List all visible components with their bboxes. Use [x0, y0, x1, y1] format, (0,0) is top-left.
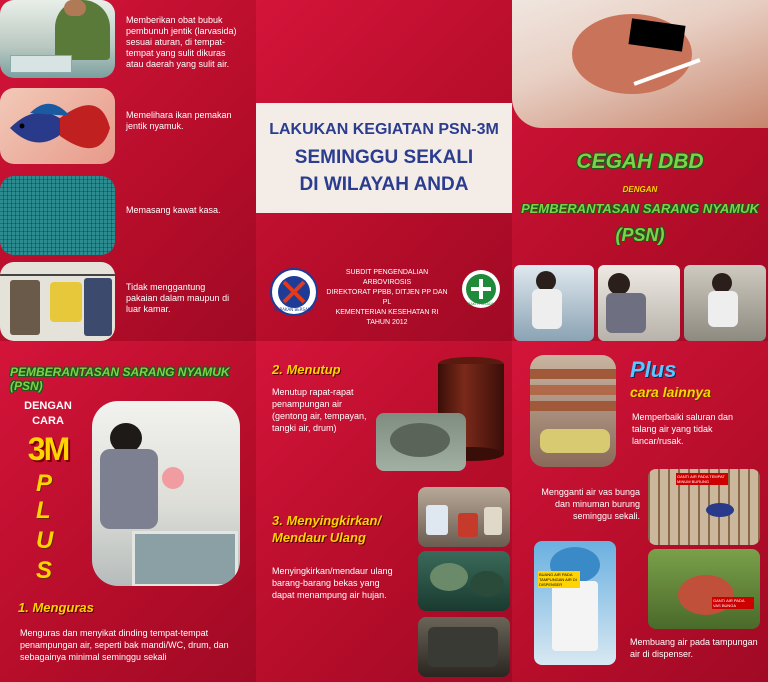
- br-item-3-text: Membuang air pada tampungan air di dispenser.: [630, 637, 758, 659]
- panel-bottom-right: [512, 341, 768, 682]
- panel-bottom-left: [0, 341, 256, 682]
- photo-dispenser: [534, 541, 616, 665]
- br-item-1-text: Memperbaiki saluran dan talang air yang tidak lancar/rusak.: [632, 412, 734, 446]
- plus-letter-l: L: [36, 497, 51, 524]
- step2-text: Menutup rapat-rapat penampungan air (gentong air, tempayan, tangki air, drum): [272, 387, 367, 433]
- photo-larvicide: [0, 0, 115, 78]
- logo-gerakan-text: GERAKAN BERSAMA: [273, 307, 315, 312]
- logo-bakti-text: BAKTI HUSADA: [467, 302, 495, 306]
- photo-bird-cage: [648, 469, 760, 545]
- plus-letter-s: S: [36, 557, 53, 584]
- photo-gutter: [530, 355, 616, 467]
- step1-title: 1. Menguras: [18, 600, 94, 615]
- cegah-dbd-title: CEGAH DBD: [576, 150, 704, 173]
- photo-strip: [512, 265, 768, 341]
- photo-patient: [512, 0, 768, 128]
- big-3m: 3M: [27, 431, 69, 467]
- psn-section-title: PEMBERANTASAN SARANG NYAMUK (PSN): [10, 365, 230, 393]
- photo-recycle-items-3: [418, 617, 510, 677]
- tl-item-1-text: Memberikan obat bubuk pembunuh jentik (larvasida) sesuai aturan, di tempat-tempat yang sulit dikuras atau daerah yang sulit air.: [126, 15, 237, 69]
- flower-pot-label: GANTI AIR PADA VAS BUNGA: [712, 597, 754, 609]
- tl-item-4-text: Tidak menggantung pakaian dalam maupun di luar kamar.: [126, 282, 230, 314]
- plus-title: Plus: [630, 357, 677, 382]
- step3-title-b: Mendaur Ulang: [272, 530, 366, 545]
- psn-long-title: PEMBERANTASAN SARANG NYAMUK: [521, 201, 759, 216]
- plus-letter-p: P: [36, 470, 53, 497]
- br-item-2-text: Mengganti air vas bunga dan minuman burung seminggu sekali.: [541, 487, 640, 521]
- dengan-label: DENGAN: [622, 185, 658, 194]
- headline-line-1: LAKUKAN KEGIATAN PSN-3M: [269, 121, 499, 138]
- cara-lainnya-title: cara lainnya: [630, 384, 711, 400]
- panel-top-center: [256, 0, 512, 341]
- photo-flower-pot: [648, 549, 760, 629]
- org-line-1: SUBDIT PENGENDALIAN ARBOVIROSIS: [345, 269, 429, 286]
- panel-top-right: [512, 0, 768, 341]
- step3-text: Menyingkirkan/mendaur ulang barang-barang bekas yang dapat menampung air hujan.: [272, 566, 393, 600]
- photo-hanging-clothes: [0, 262, 115, 341]
- logo-gerakan: [270, 268, 318, 316]
- org-line-2: DIREKTORAT PPBB, DITJEN PP DAN PL: [326, 289, 448, 306]
- step2-title: 2. Menutup: [272, 362, 341, 377]
- headline-box: [256, 103, 512, 213]
- panel-bottom-center: [256, 341, 512, 682]
- org-line-3: KEMENTERIAN KESEHATAN RI: [335, 309, 439, 316]
- headline-line-3: DI WILAYAH ANDA: [299, 174, 469, 195]
- cara-text: CARA: [32, 415, 64, 427]
- org-info: [322, 268, 452, 328]
- dengan-text: DENGAN: [24, 400, 72, 412]
- photo-recycle-items-2: [418, 551, 510, 611]
- step3-title-a: 3. Menyingkirkan/: [272, 513, 382, 528]
- psn-short-title: (PSN): [615, 225, 665, 245]
- bird-cage-label: GANTI AIR PADA TEMPAT MINUM BURUNG: [676, 473, 728, 485]
- tl-item-2-text: Memelihara ikan pemakan jentik nyamuk.: [126, 110, 232, 131]
- photo-scrubbing: [92, 401, 240, 586]
- logo-bakti-husada: [462, 270, 500, 308]
- photo-fish: [0, 88, 115, 164]
- panel-top-left: [0, 0, 256, 341]
- photo-screen-mesh: [0, 176, 115, 255]
- step1-text: Menguras dan menyikat dinding tempat-tempat penampungan air, seperti bak mandi/WC, drum, dan sebagainya minimal seminggu sekali: [20, 628, 229, 662]
- headline-line-2: SEMINGGU SEKALI: [294, 147, 474, 168]
- org-line-4: TAHUN 2012: [366, 319, 408, 326]
- dispenser-label: BUANG AIR PADA TAMPUNGAN AIR DI DISPENSER: [538, 571, 580, 588]
- photo-recycle-items-1: [418, 487, 510, 547]
- photo-covered-jar: [376, 413, 466, 471]
- plus-letter-u: U: [36, 527, 54, 554]
- tl-item-3-text: Memasang kawat kasa.: [126, 205, 221, 215]
